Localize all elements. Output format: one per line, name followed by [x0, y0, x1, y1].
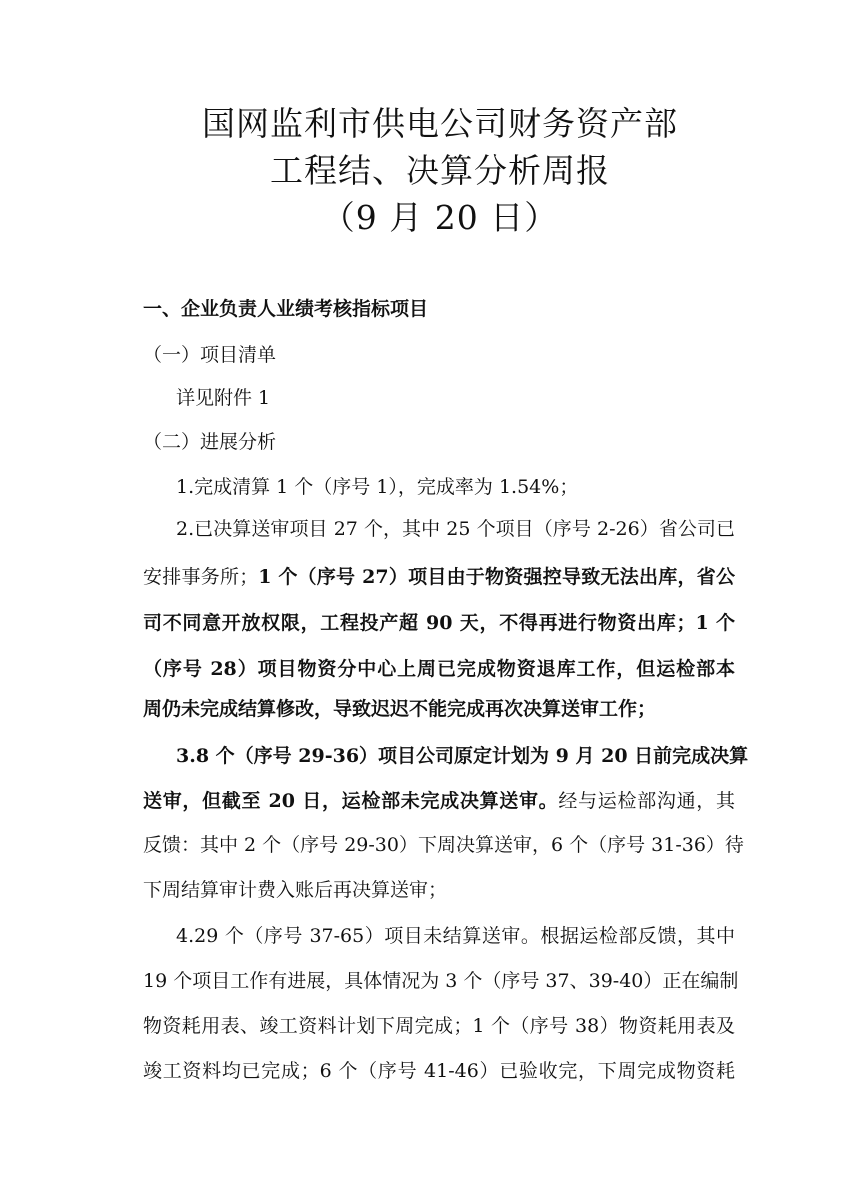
progress-item-2-line-2 — [143, 562, 735, 592]
subsection-project-list: （一）项目清单 — [143, 344, 277, 366]
title-line-1: 国网监利市供电公司财务资产部 — [202, 104, 678, 143]
progress-item-4-line-1: 4.29 个（序号 37-65）项目未结算送审。根据运检部反馈，其中 — [176, 925, 735, 947]
item-2-line-4-bold: （序号 28）项目物资分中心上周已完成物资退库工作，但运检部本 — [143, 658, 735, 680]
progress-item-3-line-3: 反馈：其中 2 个（序号 29-30）下周决算送审，6 个（序号 31-36）待 — [143, 834, 744, 856]
project-list-text: 详见附件 1 — [176, 387, 271, 409]
progress-item-2-line-3 — [143, 608, 735, 638]
progress-item-3-line-2 — [143, 786, 735, 816]
subsection-progress: （二）进展分析 — [143, 431, 277, 453]
progress-item-1: 1.完成清算 1 个（序号 1），完成率为 1.54%； — [176, 476, 579, 498]
progress-item-4-line-4: 竣工资料均已完成；6 个（序号 41-46）已验收完，下周完成物资耗 — [143, 1060, 735, 1082]
item-2-text-normal: 安排事务所； — [143, 566, 259, 588]
progress-item-2-line-5 — [143, 694, 735, 724]
item-3-text-bold: 送审，但截至 20 日，运检部未完成决算送审。 — [143, 790, 559, 812]
progress-item-3-line-1 — [176, 741, 749, 771]
progress-item-4-line-3: 物资耗用表、竣工资料计划下周完成；1 个（序号 38）物资耗用表及 — [143, 1015, 735, 1037]
document-title — [0, 100, 850, 241]
item-3-line-1-bold: 3.8 个（序号 29-36）项目公司原定计划为 9 月 20 日前完成决算 — [176, 745, 749, 767]
title-line-2: 工程结、决算分析周报 — [270, 151, 610, 190]
progress-item-4-line-2: 19 个项目工作有进展，具体情况为 3 个（序号 37、39-40）正在编制 — [143, 970, 739, 992]
item-2-text-bold: 1 个（序号 27）项目由于物资强控导致无法出库，省公 — [258, 566, 735, 588]
item-3-text-normal: 经与运检部沟通，其 — [558, 790, 735, 812]
title-line-3: （9 月 20 日） — [321, 198, 559, 237]
progress-item-2-line-4 — [143, 654, 735, 684]
item-2-line-3-bold: 司不同意开放权限，工程投产超 90 天，不得再进行物资出库；1 个 — [143, 612, 735, 634]
progress-item-3-line-4: 下周结算审计费入账后再决算送审； — [143, 879, 448, 901]
section-heading: 一、企业负责人业绩考核指标项目 — [143, 298, 429, 320]
progress-item-2-line-1: 2.已决算送审项目 27 个，其中 25 个项目（序号 2-26）省公司已 — [176, 518, 735, 540]
item-2-line-5-bold: 周仍未完成结算修改，导致迟迟不能完成再次决算送审工作； — [143, 698, 657, 720]
